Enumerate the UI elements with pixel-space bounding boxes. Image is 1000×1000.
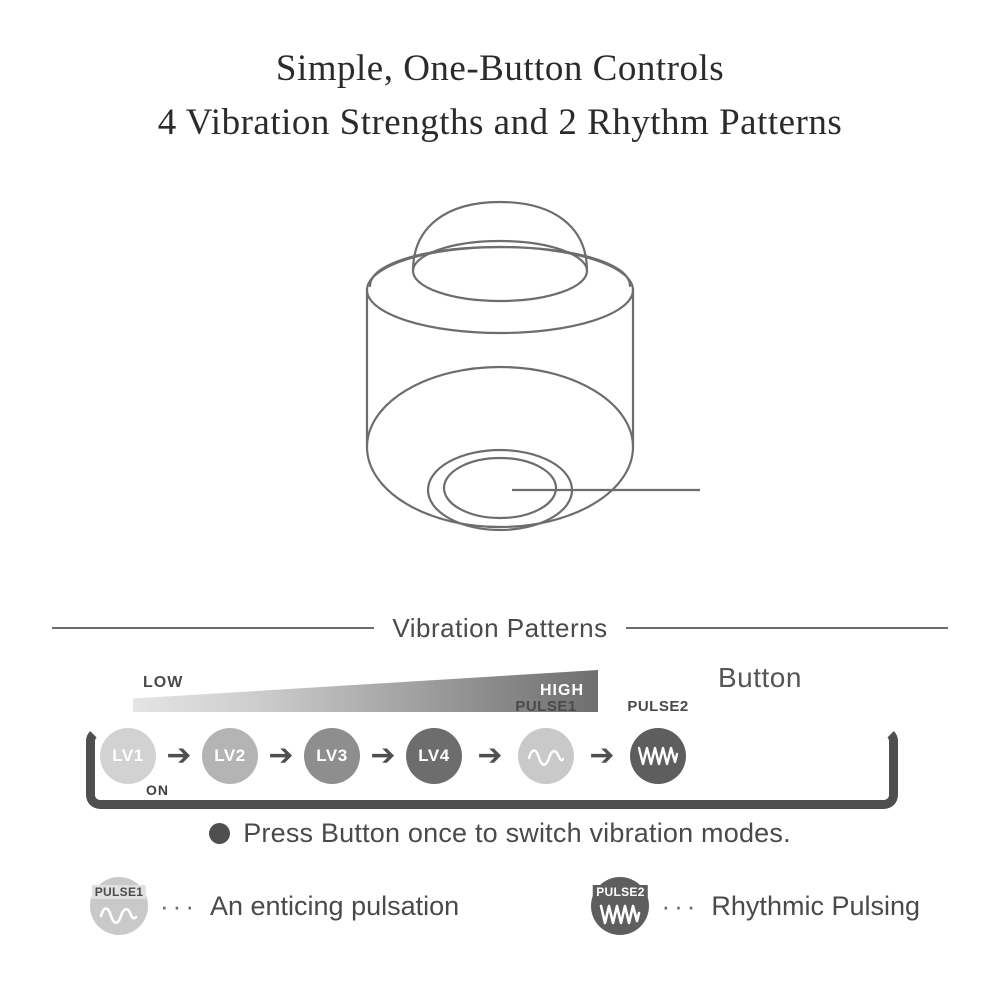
legend-badge-pulse1 [90,877,148,935]
on-label: ON [146,782,169,798]
mode-node-lv1-label: LV1 [112,746,144,765]
flow-arrow-icon-1: ➔ [166,739,192,772]
legend-text-pulse1: An enticing pulsation [209,890,460,921]
device-icon [0,185,1000,585]
mode-node-lv3[interactable] [304,728,360,784]
press-note-text: Press Button once to switch vibration modes. [243,818,791,848]
legend-text-pulse2: Rhythmic Pulsing [711,890,920,921]
mode-node-pulse1-caption: PULSE1 [515,698,577,715]
note-bullet-icon [209,823,230,844]
mode-node-lv1[interactable] [100,728,156,784]
title-line-1: Simple, One-Button Controls [275,48,725,89]
section-title: Vibration Patterns [392,612,608,643]
high-label: HIGH [540,682,584,699]
mode-node-lv2[interactable] [202,728,258,784]
flow-arrow-icon-2: ➔ [268,739,294,772]
mode-node-pulse1[interactable] [515,698,577,784]
mode-node-lv2-label: LV2 [214,746,246,765]
legend-pulse2-wave-icon [598,901,642,927]
legend-item-pulse1 [90,877,459,935]
mode-node-lv4-label: LV4 [418,746,450,765]
mode-node-pulse2-caption: PULSE2 [627,698,689,715]
legend-pulse1-wave-icon [98,901,140,927]
legend-item-pulse2 [591,877,920,935]
mode-node-lv4[interactable] [406,728,462,784]
divider-rule-right [626,627,948,629]
low-label: LOW [143,674,184,691]
legend-badge-pulse1-label: PULSE1 [92,885,146,899]
flow-arrow-icon-5: ➔ [589,739,615,772]
title-line-2: 4 Vibration Strengths and 2 Rhythm Patterns [157,102,843,143]
divider-rule-left [52,627,374,629]
mode-node-lv3-label: LV3 [316,746,348,765]
legend-badge-pulse2-label: PULSE2 [593,885,647,899]
pulse1-wave-icon [526,745,566,767]
vibration-mode-flow [100,698,890,789]
section-divider [52,612,948,644]
pulse2-wave-icon [636,744,680,768]
legend-dots-1: ··· [160,890,198,921]
flow-arrow-icon-4: ➔ [477,739,503,772]
mode-node-pulse2[interactable] [627,698,689,784]
pulse-legend [90,866,920,946]
legend-dots-2: ··· [661,890,700,921]
press-button-note [0,818,1000,849]
page-title [0,44,1000,152]
legend-badge-pulse2 [591,877,649,935]
flow-arrow-icon-3: ➔ [370,739,396,772]
button-callout-label: Button [718,662,802,693]
